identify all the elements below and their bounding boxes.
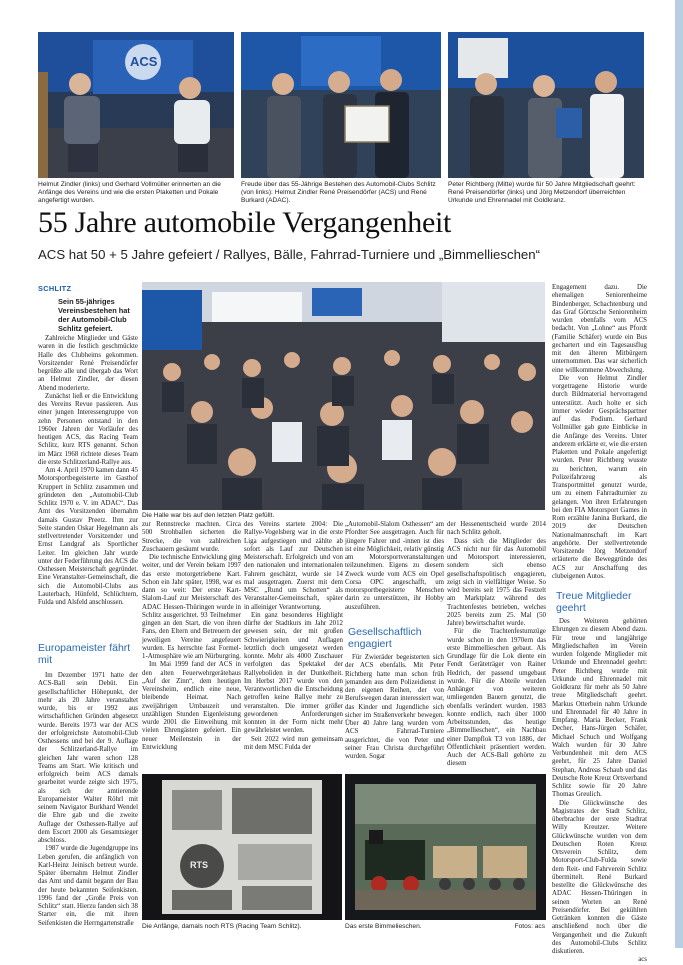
caption-top3: Peter Richtberg (Mitte) wurde für 50 Jahre Mitgliedschaft geehrt: René Preisendörfer (links) und Jörg Metzendorf überreichten Urkunde und Ehrennadel mit Goldkranz. [448, 181, 636, 205]
caption-top2: Freude über das 55-Jährige Bestehen des Automobil-Clubs Schlitz (von links): Helmut Zindler René Preisendörfer (ACS) und René Burkard (ADAC). [241, 181, 436, 205]
paragraph: 1987 wurde die Jugendgruppe ins Leben gerufen, die anfänglich von Karl-Heinz Jeinisch betreut wurde. Später übernahm Helmut Zindler das Amt und damit begann der Bau der heute bekannten Seifenkisten. 1996 fand der „Große Preis von Schlitz“ statt. Hierzu fanden sich 38 Starter ein, die mit ihren Seifenkisten die Herrngartenstraße [38, 845, 139, 927]
location-kicker: SCHLITZ [38, 284, 72, 293]
column-6 [552, 284, 647, 586]
column-4 [345, 521, 444, 611]
article-headline: 55 Jahre automobile Vergangenheit [38, 206, 452, 239]
paragraph: Am 4. April 1970 kamen dann 45 Motorsportbegeisterte im Gasthof Kruppert in Schlitz zusammen und gründeten den „Automobil-Club Schlitz 1970 e. V. im ADAC“. Das Amt des Vorsitzenden übernahm damals Gustav Preetz. Ihm zur Seite standen Oskar Hegelmann als stellvertretender Vorsitzender und Ernst Landgraf als Sportlicher Leiter. Im gleichen Jahr wurde unter der Federführung des ACS die Osthessen Meisterschaft gegründet. Eine Veranstalter-Gemeinschaft, die sich die Automobil-Clubs aus Lauterbach, Hünfeld, Schlüchtern, Fulda und Alsfeld anschlossen. [38, 467, 138, 606]
paragraph: zur Rennstrecke machten. Circa 500 Strohballen sicherten die Strecke, die von zahlreichen Zuschauern gesäumt wurde. [142, 521, 241, 553]
paragraph: Seit 2022 wird nun gemeinsam mit dem MSC Fulda der [244, 735, 343, 751]
paragraph: Im Dezember 1971 hatte der ACS-Ball sein Debüt. Ein gesellschaftlicher Höhepunkt, der mehr als 20 Jahre veranstaltet wurde, bis er 1992 aus wirtschaftlichen Gründen abgesetzt wurde. Bereits 1973 war der ACS der erfolgreichste Automobil-Club Osthessens und bei der 9. Auflage der Schlitzerland-Rallye im gleichen Jahr waren schon 128 Teams am Start. Wie kritisch und erfolgreich beim ACS damals gearbeitet wurde zeigte sich 1975, als sich der amtierende Europameister Walter Röhrl mit seinem Navigator Burkhard Wendel die Ehre gab und die zweite Auflage der Osthessen-Rallye auf dem Escort 2000 als Gesamtsieger abschloss. [38, 672, 138, 844]
author-signature: acs [638, 956, 647, 964]
paragraph: Dass sich die Mitglieder des ACS nicht nur für das Automobil und Motorsport interessieren, sondern sich ebenso gesellschaftspolitisch engagieren, zeigt sich in vielfältiger Weise. So wird bereits seit 1975 das Festzelt am Marktplatz während des Trachtenfestes betrieben, welches 2025 bereits zum 25. Mal (50 Jahre) bewirtschaftet wurde. [447, 537, 546, 627]
rts-logo: RTS [190, 860, 208, 870]
paragraph: Zunächst ließ er die Entwicklung des Vereins Revue passieren. Aus einer jungen Interessengruppe von zehn Personen entstand in den 1960er Jahren der Vorläufer des heutigen ACS, das Racing Team Schlitz, kurz RTS genannt. Schon im März 1968 richtete dieses Team die erste Schlitzerland-Rallye aus. [38, 392, 138, 466]
column-3 [244, 521, 343, 769]
subhead-gesellschaftlich: Gesellschaftlich engagiert [348, 626, 422, 650]
photo-zindler-vollmueller [38, 32, 234, 178]
article-subline: ACS hat 50 + 5 Jahre gefeiert / Rallyes, Bälle, Fahrrad-Turniere und „Bimmellieschen“ [38, 247, 540, 262]
paragraph: der Hessenentscheid wurde 2014 nach Schlitz geholt. [447, 521, 546, 537]
paragraph: Ein ganz besonderes Highlight dürfte der Stadtkurs im Jahr 2012 gewesen sein, der mit großen Schwierigkeiten und Auflagen letztlich doch umgesetzt werden konnte. Mehr als 4000 Zuschauer verfolgten das Spektakel der Rallyeboliden in der Dunkelheit. Im Herbst 2017 wurde von den Verantwortlichen die Entscheidung getroffen keine Rallye mehr zu veranstalten. Die immer größer gewordenen Anforderungen konnten in der Form nicht mehr gewährleistet werden. [244, 611, 343, 735]
caption-top1: Helmut Zindler (links) und Gerhard Vollmüller erinnerten an die Anfänge des Vereins und wie die ersten Plaketten und Pokale angefertigt wurden. [38, 181, 221, 205]
caption-bottom1: Die Anfänge, damals noch RTS (Racing Team Schlitz). [142, 923, 302, 930]
paragraph: Für die Trachtenfestumzüge wurde schon in den 1970ern das erste Bimmellieschen gebaut. Als Grundlage für die Lok diente ein Fendt Geräteträger von Rainer Hedrich, der passend umgebaut wurde. Für die Abteile wurden Anhänger von weiteren umliegenden Bauern genutzt, die ebenfalls verändert wurden. 1983 konnte endlich, nach über 1000 Arbeitsstunden, das heutige „Bimmellieschen“, ein Nachbau einer Dampflok T3 von 1886, der Öffentlichkeit präsentiert werden. Auch der ACS-Ball gehörte zu diesem [447, 628, 546, 768]
column-2 [142, 521, 241, 769]
article-lead: Sein 55-jähriges Vereinsbestehen hat der Automobil-Club Schlitz gefeiert. [58, 297, 130, 333]
column-6b [552, 618, 647, 964]
paragraph: Für Zwieräder begeisterten sich der ACS ebenfalls. Mit Peter Richtberg hatte man schon früh jemanden aus dem Polizeidienst in den eigenen Reihen, der von Berufswegen daran interessiert war, das Kinder und Jugendliche sich sicher im Straßenverkehr bewegen. Über 40 Jahre lang wurden vom ACS Fahrrad-Turniere ausgerichtet, die von Peter und seiner Frau Christa durchgeführt wurden. Sogar [345, 654, 444, 760]
subhead-europameister: Europameister fährt mit [38, 642, 131, 666]
paragraph: Die Glückwünsche des Magistrates der Stadt Schlitz, überbrachte der erste Stadtrat Willy Kreutzer. Weitere Glückwünsche wurden von dem Deutschen Roten Kreuz Ortsverein Schlitz, dem Motorsport-Club-Fulda sowie dem Reit- und Fahrverein Schlitz übermittelt. René Burkard bestellte die Glückwünsche des ADAC Hessen-Thüringen in seinen Worten an René Preisendörfer. Bei gekühlten Getränken konnten die Gäste anschließend noch über die Vergangenheit und die Zukunft des Automobil-Clubs Schlitz diskutieren. [552, 799, 647, 955]
paragraph: „Automobil-Slalom Osthessen“ am Pfordter See ausgetragen. Auch für jüngere Fahrer und -innen ist dies ist eine Möglichkeit, relativ günstig am Motorsportveranstaltungen teilzunehmen. Eigens zu diesem Zweck wurde vom ACS ein Opel Corsa OPC angeschafft, um motorsportbegeisterte Menschen darin zu unterstützen, ihr Hobby auszuführen. [345, 521, 444, 611]
photo-jubilaeum [241, 32, 441, 178]
photo-rts-anfaenge [142, 774, 342, 920]
photo-halle [142, 282, 545, 510]
paragraph: Des Weiteren gehörten Ehrungen zu diesem Abend dazu. Für treue und langjährige Mitgliedschaften im Verein wurden folgende Mitglieder mit Urkunde und Ehrennadel geehrt: Peter Richtberg wurde mit Urkunde und Ehrennadel mit Goldkranz für mehr als 50 Jahre treue Mitgliedschaft geehrt. Markus Otterbein nahm Urkunde und Ehrennadel für 40 Jahre in Empfang. Maria Becker, Frank Decher, Hans-Jürgen Schäfer, Michael Schuch und Wolfgang Walch wurden für 30 Jahre Verbundenheit mit dem ACS geehrt, für 25 Jahre Daniel Stephan, Andreas Schaub und das Deutsche Rote Kreuz Ortsverband Schlitz sowie für 20 Jahre Thomas Greulich. [552, 618, 647, 799]
paragraph: Die von Helmut Zindler vorgetragene Historie wurde durch Bildmaterial hervorragend unterstützt. Auch holte er sich immer wieder Gesprächspartner auf das Podium. Gerhard Vollmüller gab gute Einblicke in die Anfänge des Vereins. Unter anderem erklärte er, wie die ersten Plaketten und Pokale angefertigt wurden. Peter Richtberg wusste zu berichten, warum ein Polizeifahrzeug als Transportmittel genutzt wurde, um zu einem Fahrradturnier zu gelangen. Von ihren Erfahrungen bei den FIA Motorsport Games in Rom erzählte Janina Burkard, die 2019 der Deutschen Nationalmannschaft im Kart angehörte. Der stellvertretende Vorsitzende Jörg Metzendorf erläuterte die Beweggründe des ACS zur Anschaffung des clubeigenen Autos. [552, 374, 647, 580]
paragraph: Zahlreiche Mitglieder und Gäste waren in die festlich geschmückte Halle des Clubheims gekommen. Vorsitzender René Preisendörfer begrüßte alle und übergab das Wort an Helmut Zindler, der diesen Abend moderierte. [38, 335, 138, 392]
photo-credit: Fotos: acs [514, 923, 545, 930]
column-1 [38, 335, 138, 637]
column-1b [38, 672, 138, 944]
subhead-treue-mitglieder: Treue Mitglieder geehrt [556, 590, 632, 614]
paragraph: Im Mai 1999 fand der ACS in den alten Feuerwehrgerätehaus „Auf der Zinn“, dem heutigen Vereinsheim, endlich eine neue, bleibende Heimat. Nach zweijährigen Umbauzeit und unzähligen Stunden Eigenleistung wurde 2001 die Einweihung mit vielen Ehrengästen gefeiert. Ein neuer Meilenstein in der Entwicklung [142, 661, 241, 751]
paragraph: Die technische Entwicklung ging weiter, und der Verein bekam 1997 das erste motorgetriebene Kart. Schon ein Jahr später, 1998, war es dann so weit: Der erste Kart-Slalom-Lauf zur Meisterschaft des ADAC Hessen-Thüringen wurde in Schlitz ausgerichtet. 93 Teilnehmer gingen an den Start, die von ihren Fans, den Eltern und Betreuern der jeweiligen Vereine angefeuert wurden. Es herrschte fast Formel-1-Atmosphäre wie am Nürburgring. [142, 554, 241, 660]
column-5 [447, 521, 546, 769]
paragraph: des Vereins startete 2004: Die Rallye-Vogelsberg war in die erste Liga aufgestiegen und zählte ab sofort als Lauf zur Deutschen Meisterschaft. Erfolgreich und von den nationalen und internationalen Fahrern geschätzt, wurde sie 14 mal ausgetragen. Zuerst mit dem MSC „Rund um Schotten“ als Veranstalter-Gemeinschaft, später in alleiniger Verantwortung. [244, 521, 343, 611]
caption-bottom2: Das erste Bimmelieschen. [345, 923, 422, 930]
column-4b [345, 654, 444, 769]
page-edge-bar [675, 0, 683, 948]
paragraph: Engagement dazu. Die ehemaligen Seniorenheime Bindenberger, Schachtenburg und das Graf Görtzsche Seniorenheim wurden ebenfalls vom ACS bedacht. Von „Lohne“ aus Pfordt (Familie Schäfer) wurde ein Bus gechartert und ein Tagesausflug mit den älteren Mitbürgern unternommen. Das war sicherlich eine willkommene Abwechslung. [552, 284, 647, 374]
banner-logo: ACS [130, 54, 158, 69]
photo-bimmellieschen [345, 774, 546, 920]
photo-ehrung-richtberg [448, 32, 644, 178]
caption-hall: Die Halle war bis auf den letzten Platz gefüllt. [142, 512, 275, 519]
